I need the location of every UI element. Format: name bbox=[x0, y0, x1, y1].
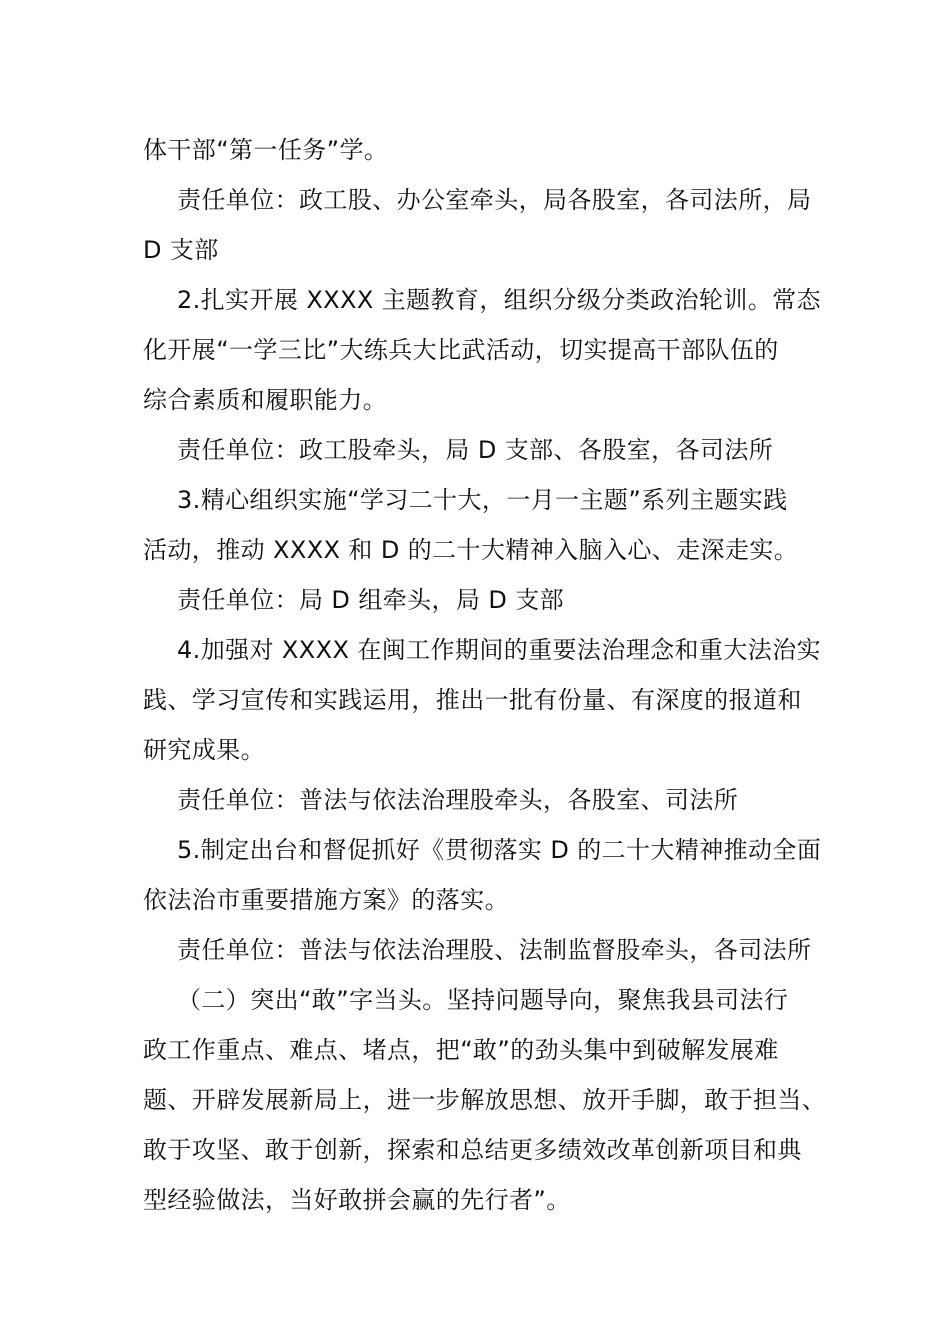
text-line: 依法治市重要措施方案》的落实。 bbox=[143, 886, 509, 914]
text-line: D 支部 bbox=[143, 236, 219, 264]
text-line: 题、开辟发展新局上，进一步解放思想、放开手脚，敢于担当、 bbox=[143, 1086, 827, 1114]
text-line: 综合素质和履职能力。 bbox=[143, 386, 387, 414]
text-line: 政工作重点、难点、堵点，把“敢”的劲头集中到破解发展难 bbox=[143, 1036, 779, 1064]
text-line: 3.精心组织实施“学习二十大，一月一主题”系列主题实践 bbox=[177, 486, 788, 514]
text-line: 责任单位：政工股牵头，局 D 支部、各股室，各司法所 bbox=[177, 436, 774, 464]
text-line: 践、学习宣传和实践运用，推出一批有份量、有深度的报道和 bbox=[143, 686, 802, 714]
text-line: 责任单位：普法与依法治理股、法制监督股牵头，各司法所 bbox=[177, 936, 812, 964]
text-line: 责任单位：普法与依法治理股牵头，各股室、司法所 bbox=[177, 786, 739, 814]
text-line: 化开展“一学三比”大练兵大比武活动，切实提高干部队伍的 bbox=[143, 336, 779, 364]
text-line: （二）突出“敢”字当头。坚持问题导向，聚焦我县司法行 bbox=[177, 986, 789, 1014]
text-line: 责任单位：政工股、办公室牵头，局各股室，各司法所，局 bbox=[177, 186, 812, 214]
text-line: 敢于攻坚、敢于创新，探索和总结更多绩效改革创新项目和典 bbox=[143, 1136, 802, 1164]
text-line: 研究成果。 bbox=[143, 736, 265, 764]
text-line: 2.扎实开展 XXXX 主题教育，组织分级分类政治轮训。常态 bbox=[177, 286, 821, 314]
text-line: 责任单位：局 D 组牵头，局 D 支部 bbox=[177, 586, 565, 614]
text-line: 活动，推动 XXXX 和 D 的二十大精神入脑入心、走深走实。 bbox=[143, 536, 799, 564]
text-line: 4.加强对 XXXX 在闽工作期间的重要法治理念和重大法治实 bbox=[177, 636, 821, 664]
text-line: 5.制定出台和督促抓好《贯彻落实 D 的二十大精神推动全面 bbox=[177, 836, 822, 864]
text-line: 型经验做法，当好敢拼会赢的先行者”。 bbox=[143, 1186, 571, 1214]
text-line: 体干部“第一任务”学。 bbox=[143, 136, 389, 164]
